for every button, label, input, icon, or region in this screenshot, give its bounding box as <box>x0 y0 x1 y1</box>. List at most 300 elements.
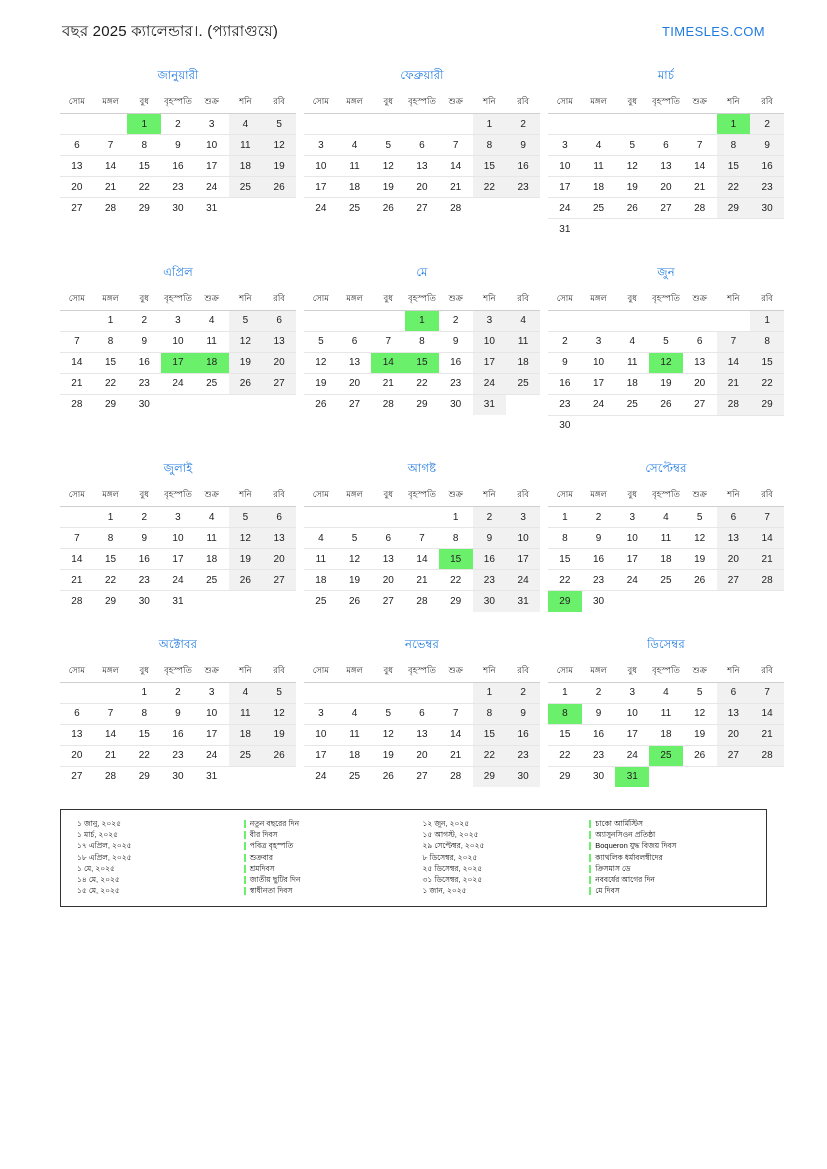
day-cell[interactable]: 29 <box>104 595 117 607</box>
day-cell[interactable]: 18 <box>660 553 672 565</box>
day-cell[interactable]: 20 <box>660 181 672 193</box>
weekend-day-cell[interactable]: 9 <box>506 703 540 724</box>
day-cell[interactable]: 11 <box>660 708 672 719</box>
weekend-day-cell[interactable]: 16 <box>506 724 540 745</box>
weekend-day-cell[interactable]: 13 <box>262 331 296 352</box>
day-cell[interactable]: 26 <box>694 750 706 761</box>
weekend-day-cell[interactable]: 27 <box>717 570 751 591</box>
weekend-day-cell[interactable]: 14 <box>750 703 784 724</box>
day-cell[interactable]: 11 <box>206 532 217 544</box>
weekend-day-cell[interactable]: 26 <box>262 745 296 766</box>
weekend-day-cell[interactable]: 8 <box>717 135 751 156</box>
day-cell[interactable]: 3 <box>629 687 636 698</box>
weekend-day-cell[interactable]: 9 <box>750 135 784 156</box>
day-cell[interactable]: 10 <box>315 160 327 172</box>
day-cell[interactable]: 21 <box>694 181 706 193</box>
day-cell[interactable]: 11 <box>593 160 604 172</box>
day-cell[interactable]: 3 <box>595 336 602 347</box>
day-cell[interactable]: 4 <box>351 139 358 151</box>
day-cell[interactable]: 12 <box>694 708 706 719</box>
weekend-day-cell[interactable]: 24 <box>473 373 507 394</box>
day-cell[interactable]: 27 <box>382 595 394 607</box>
day-cell[interactable]: 28 <box>71 399 83 411</box>
day-cell[interactable]: 7 <box>74 336 80 347</box>
day-cell[interactable]: 24 <box>592 399 605 410</box>
weekend-day-cell[interactable]: 29 <box>750 394 784 415</box>
weekend-day-cell[interactable]: 17 <box>506 549 540 570</box>
day-cell[interactable]: 25 <box>206 378 218 389</box>
day-cell[interactable]: 16 <box>592 553 605 565</box>
day-cell[interactable]: 21 <box>450 750 462 761</box>
day-cell[interactable]: 9 <box>141 532 148 544</box>
weekend-day-cell[interactable]: 11 <box>229 135 263 156</box>
day-cell[interactable]: 23 <box>172 750 184 761</box>
holiday-day-cell[interactable]: 29 <box>548 591 582 612</box>
weekend-day-cell[interactable]: 19 <box>262 724 296 745</box>
day-cell[interactable]: 6 <box>74 708 80 719</box>
day-cell[interactable]: 22 <box>104 574 117 586</box>
day-cell[interactable]: 14 <box>450 160 462 172</box>
weekend-day-cell[interactable]: 2 <box>473 507 507 528</box>
day-cell[interactable]: 15 <box>138 729 150 740</box>
weekend-day-cell[interactable]: 14 <box>717 352 751 373</box>
day-cell[interactable]: 3 <box>629 511 636 523</box>
brand-link[interactable]: TIMESLES.COM <box>661 24 765 39</box>
weekend-day-cell[interactable]: 1 <box>473 682 507 703</box>
day-cell[interactable]: 22 <box>450 574 462 586</box>
day-cell[interactable]: 3 <box>318 139 324 151</box>
weekend-day-cell[interactable]: 30 <box>473 591 507 612</box>
day-cell[interactable]: 4 <box>595 139 602 151</box>
weekend-day-cell[interactable]: 23 <box>750 177 784 198</box>
day-cell[interactable]: 10 <box>206 139 218 151</box>
day-cell[interactable]: 7 <box>107 708 114 719</box>
day-cell[interactable]: 7 <box>385 336 392 347</box>
day-cell[interactable]: 18 <box>626 378 638 389</box>
day-cell[interactable]: 30 <box>592 595 605 607</box>
day-cell[interactable]: 26 <box>694 574 706 586</box>
day-cell[interactable]: 25 <box>660 574 672 586</box>
day-cell[interactable]: 3 <box>175 315 181 326</box>
day-cell[interactable]: 9 <box>595 532 602 544</box>
weekend-day-cell[interactable]: 5 <box>262 682 296 703</box>
day-cell[interactable]: 26 <box>626 202 638 214</box>
day-cell[interactable]: 13 <box>694 357 706 368</box>
day-cell[interactable]: 3 <box>208 687 215 698</box>
day-cell[interactable]: 21 <box>382 378 394 389</box>
day-cell[interactable]: 30 <box>592 771 605 783</box>
day-cell[interactable]: 20 <box>71 750 83 761</box>
day-cell[interactable]: 27 <box>694 399 706 410</box>
weekend-day-cell[interactable]: 15 <box>717 156 751 177</box>
weekend-day-cell[interactable]: 22 <box>473 745 507 766</box>
day-cell[interactable]: 19 <box>660 378 672 389</box>
day-cell[interactable]: 20 <box>416 181 428 193</box>
weekend-day-cell[interactable]: 8 <box>750 331 784 352</box>
weekend-day-cell[interactable]: 2 <box>750 114 784 135</box>
day-cell[interactable]: 13 <box>660 160 672 172</box>
weekend-day-cell[interactable]: 16 <box>750 156 784 177</box>
day-cell[interactable]: 11 <box>349 729 360 740</box>
weekend-day-cell[interactable]: 23 <box>473 570 507 591</box>
day-cell[interactable]: 5 <box>318 336 324 347</box>
weekend-day-cell[interactable]: 15 <box>750 352 784 373</box>
holiday-day-cell[interactable]: 18 <box>195 352 229 373</box>
day-cell[interactable]: 23 <box>138 378 150 389</box>
day-cell[interactable]: 5 <box>385 139 392 151</box>
day-cell[interactable]: 7 <box>74 532 80 544</box>
day-cell[interactable]: 21 <box>416 574 428 586</box>
day-cell[interactable]: 3 <box>208 118 215 130</box>
weekend-day-cell[interactable]: 7 <box>750 507 784 528</box>
day-cell[interactable]: 9 <box>175 708 181 719</box>
day-cell[interactable]: 14 <box>71 357 83 368</box>
day-cell[interactable]: 12 <box>626 160 638 172</box>
holiday-day-cell[interactable]: 1 <box>717 114 751 135</box>
day-cell[interactable]: 28 <box>416 595 428 607</box>
weekend-day-cell[interactable]: 4 <box>229 682 263 703</box>
day-cell[interactable]: 8 <box>107 532 114 544</box>
holiday-day-cell[interactable]: 31 <box>615 766 649 787</box>
day-cell[interactable]: 6 <box>663 139 669 151</box>
weekend-day-cell[interactable]: 30 <box>750 198 784 219</box>
day-cell[interactable]: 28 <box>450 771 462 783</box>
day-cell[interactable]: 13 <box>382 553 394 565</box>
day-cell[interactable]: 3 <box>175 511 181 523</box>
weekend-day-cell[interactable]: 12 <box>262 703 296 724</box>
weekend-day-cell[interactable]: 21 <box>750 549 784 570</box>
weekend-day-cell[interactable]: 25 <box>229 745 263 766</box>
day-cell[interactable]: 17 <box>206 160 218 172</box>
day-cell[interactable]: 6 <box>351 336 358 347</box>
day-cell[interactable]: 16 <box>450 357 462 368</box>
day-cell[interactable]: 6 <box>419 139 425 151</box>
weekend-day-cell[interactable]: 12 <box>229 528 263 549</box>
day-cell[interactable]: 15 <box>559 729 571 740</box>
weekend-day-cell[interactable]: 3 <box>473 310 507 331</box>
day-cell[interactable]: 31 <box>172 595 184 607</box>
weekend-day-cell[interactable]: 17 <box>473 352 507 373</box>
weekend-day-cell[interactable]: 7 <box>750 682 784 703</box>
day-cell[interactable]: 19 <box>315 378 327 389</box>
weekend-day-cell[interactable]: 12 <box>229 331 263 352</box>
day-cell[interactable]: 25 <box>348 771 361 783</box>
weekend-day-cell[interactable]: 6 <box>717 507 751 528</box>
weekend-day-cell[interactable]: 29 <box>717 198 751 219</box>
day-cell[interactable]: 10 <box>626 708 638 719</box>
day-cell[interactable]: 31 <box>206 771 218 783</box>
day-cell[interactable]: 10 <box>172 532 184 544</box>
weekend-day-cell[interactable]: 5 <box>262 114 296 135</box>
day-cell[interactable]: 6 <box>385 532 392 544</box>
weekend-day-cell[interactable]: 4 <box>506 310 540 331</box>
day-cell[interactable]: 27 <box>660 202 672 214</box>
weekend-day-cell[interactable]: 20 <box>262 352 296 373</box>
day-cell[interactable]: 15 <box>104 357 117 368</box>
day-cell[interactable]: 18 <box>592 181 605 193</box>
day-cell[interactable]: 30 <box>172 771 184 783</box>
day-cell[interactable]: 2 <box>175 118 181 130</box>
day-cell[interactable]: 22 <box>559 574 571 586</box>
day-cell[interactable]: 2 <box>141 511 148 523</box>
day-cell[interactable]: 15 <box>559 553 571 565</box>
day-cell[interactable]: 23 <box>592 750 605 761</box>
day-cell[interactable]: 12 <box>315 357 327 368</box>
day-cell[interactable]: 6 <box>74 139 80 151</box>
day-cell[interactable]: 23 <box>450 378 462 389</box>
weekend-day-cell[interactable]: 24 <box>506 570 540 591</box>
day-cell[interactable]: 8 <box>562 532 568 544</box>
day-cell[interactable]: 2 <box>175 687 181 698</box>
day-cell[interactable]: 26 <box>315 399 327 411</box>
day-cell[interactable]: 17 <box>592 378 605 389</box>
day-cell[interactable]: 21 <box>71 574 83 586</box>
weekend-day-cell[interactable]: 8 <box>473 135 507 156</box>
day-cell[interactable]: 17 <box>626 553 638 565</box>
day-cell[interactable]: 30 <box>450 399 462 411</box>
weekend-day-cell[interactable]: 11 <box>506 331 540 352</box>
day-cell[interactable]: 30 <box>172 202 184 214</box>
weekend-day-cell[interactable]: 27 <box>717 745 751 766</box>
day-cell[interactable]: 19 <box>626 181 638 193</box>
day-cell[interactable]: 15 <box>104 553 117 565</box>
day-cell[interactable]: 8 <box>107 336 114 347</box>
day-cell[interactable]: 25 <box>348 202 361 214</box>
holiday-day-cell[interactable]: 12 <box>649 352 683 373</box>
day-cell[interactable]: 4 <box>663 687 669 698</box>
weekend-day-cell[interactable]: 14 <box>750 528 784 549</box>
day-cell[interactable]: 5 <box>351 532 358 544</box>
day-cell[interactable]: 24 <box>315 202 327 214</box>
day-cell[interactable]: 1 <box>562 687 568 698</box>
day-cell[interactable]: 24 <box>172 378 184 389</box>
day-cell[interactable]: 24 <box>206 750 218 761</box>
day-cell[interactable]: 2 <box>595 511 602 523</box>
day-cell[interactable]: 1 <box>107 315 114 326</box>
weekend-day-cell[interactable]: 5 <box>229 507 263 528</box>
day-cell[interactable]: 5 <box>663 336 669 347</box>
day-cell[interactable]: 27 <box>71 202 83 214</box>
weekend-day-cell[interactable]: 8 <box>473 703 507 724</box>
weekend-day-cell[interactable]: 27 <box>262 373 296 394</box>
holiday-day-cell[interactable]: 15 <box>405 352 439 373</box>
weekend-day-cell[interactable]: 13 <box>717 528 751 549</box>
day-cell[interactable]: 2 <box>595 687 602 698</box>
weekend-day-cell[interactable]: 10 <box>473 331 507 352</box>
day-cell[interactable]: 16 <box>559 378 571 389</box>
day-cell[interactable]: 1 <box>141 687 148 698</box>
day-cell[interactable]: 16 <box>592 729 605 740</box>
weekend-day-cell[interactable]: 22 <box>473 177 507 198</box>
weekend-day-cell[interactable]: 15 <box>473 156 507 177</box>
day-cell[interactable]: 24 <box>172 574 184 586</box>
day-cell[interactable]: 10 <box>626 532 638 544</box>
weekend-day-cell[interactable]: 31 <box>473 394 507 415</box>
day-cell[interactable]: 29 <box>416 399 428 411</box>
day-cell[interactable]: 11 <box>627 357 638 368</box>
day-cell[interactable]: 15 <box>138 160 150 172</box>
day-cell[interactable]: 24 <box>626 574 638 586</box>
day-cell[interactable]: 5 <box>696 511 703 523</box>
holiday-day-cell[interactable]: 8 <box>548 703 582 724</box>
day-cell[interactable]: 20 <box>348 378 361 389</box>
day-cell[interactable]: 1 <box>562 511 568 523</box>
day-cell[interactable]: 11 <box>349 160 360 172</box>
day-cell[interactable]: 4 <box>351 708 358 719</box>
day-cell[interactable]: 25 <box>626 399 638 410</box>
weekend-day-cell[interactable]: 21 <box>717 373 751 394</box>
day-cell[interactable]: 7 <box>452 708 459 719</box>
weekend-day-cell[interactable]: 29 <box>473 766 507 787</box>
day-cell[interactable]: 17 <box>172 553 184 565</box>
day-cell[interactable]: 17 <box>626 729 638 740</box>
weekend-day-cell[interactable]: 15 <box>473 724 507 745</box>
weekend-day-cell[interactable]: 13 <box>262 528 296 549</box>
weekend-day-cell[interactable]: 26 <box>229 570 263 591</box>
day-cell[interactable]: 27 <box>71 771 83 783</box>
day-cell[interactable]: 5 <box>629 139 636 151</box>
day-cell[interactable]: 21 <box>104 750 117 761</box>
day-cell[interactable]: 17 <box>206 729 218 740</box>
weekend-day-cell[interactable]: 18 <box>229 724 263 745</box>
weekend-day-cell[interactable]: 23 <box>506 745 540 766</box>
holiday-day-cell[interactable]: 1 <box>405 310 439 331</box>
day-cell[interactable]: 26 <box>382 202 394 214</box>
day-cell[interactable]: 13 <box>71 729 83 740</box>
day-cell[interactable]: 20 <box>694 378 706 389</box>
day-cell[interactable]: 22 <box>416 378 428 389</box>
weekend-day-cell[interactable]: 23 <box>506 177 540 198</box>
day-cell[interactable]: 28 <box>382 399 394 411</box>
weekend-day-cell[interactable]: 26 <box>262 177 296 198</box>
day-cell[interactable]: 9 <box>175 139 181 151</box>
day-cell[interactable]: 13 <box>416 160 428 172</box>
holiday-day-cell[interactable]: 17 <box>161 352 195 373</box>
day-cell[interactable]: 23 <box>172 181 184 193</box>
day-cell[interactable]: 23 <box>592 574 605 586</box>
day-cell[interactable]: 22 <box>104 378 117 389</box>
day-cell[interactable]: 12 <box>694 532 706 544</box>
day-cell[interactable]: 18 <box>206 553 218 565</box>
day-cell[interactable]: 1 <box>107 511 114 523</box>
weekend-day-cell[interactable]: 22 <box>750 373 784 394</box>
day-cell[interactable]: 20 <box>416 750 428 761</box>
day-cell[interactable]: 11 <box>206 336 217 347</box>
weekend-day-cell[interactable]: 25 <box>506 373 540 394</box>
weekend-day-cell[interactable]: 16 <box>473 549 507 570</box>
day-cell[interactable]: 11 <box>315 553 327 565</box>
weekend-day-cell[interactable]: 20 <box>717 549 751 570</box>
day-cell[interactable]: 24 <box>206 181 218 193</box>
day-cell[interactable]: 4 <box>629 336 636 347</box>
holiday-day-cell[interactable]: 1 <box>127 114 161 135</box>
day-cell[interactable]: 24 <box>626 750 638 761</box>
weekend-day-cell[interactable]: 7 <box>717 331 751 352</box>
day-cell[interactable]: 18 <box>348 750 361 761</box>
day-cell[interactable]: 7 <box>452 139 459 151</box>
weekend-day-cell[interactable]: 19 <box>262 156 296 177</box>
day-cell[interactable]: 5 <box>385 708 392 719</box>
day-cell[interactable]: 30 <box>559 420 571 432</box>
day-cell[interactable]: 23 <box>138 574 150 586</box>
day-cell[interactable]: 8 <box>419 336 425 347</box>
day-cell[interactable]: 7 <box>107 139 114 151</box>
day-cell[interactable]: 12 <box>348 553 361 565</box>
day-cell[interactable]: 16 <box>172 729 184 740</box>
day-cell[interactable]: 29 <box>559 771 571 783</box>
weekend-day-cell[interactable]: 30 <box>506 766 540 787</box>
day-cell[interactable]: 14 <box>104 729 117 740</box>
weekend-day-cell[interactable]: 6 <box>262 310 296 331</box>
day-cell[interactable]: 11 <box>660 532 672 544</box>
day-cell[interactable]: 27 <box>348 399 361 411</box>
weekend-day-cell[interactable]: 28 <box>717 394 751 415</box>
day-cell[interactable]: 21 <box>104 181 117 193</box>
day-cell[interactable]: 7 <box>696 139 703 151</box>
day-cell[interactable]: 27 <box>416 202 428 214</box>
day-cell[interactable]: 14 <box>71 553 83 565</box>
day-cell[interactable]: 30 <box>138 595 150 607</box>
weekend-day-cell[interactable]: 11 <box>229 703 263 724</box>
weekend-day-cell[interactable]: 18 <box>229 156 263 177</box>
day-cell[interactable]: 17 <box>559 181 571 193</box>
weekend-day-cell[interactable]: 20 <box>262 549 296 570</box>
day-cell[interactable]: 6 <box>419 708 425 719</box>
day-cell[interactable]: 31 <box>559 223 571 235</box>
day-cell[interactable]: 14 <box>450 729 462 740</box>
day-cell[interactable]: 26 <box>382 771 394 783</box>
day-cell[interactable]: 28 <box>104 771 117 783</box>
day-cell[interactable]: 19 <box>694 553 706 565</box>
day-cell[interactable]: 10 <box>206 708 218 719</box>
day-cell[interactable]: 31 <box>206 202 218 214</box>
weekend-day-cell[interactable]: 6 <box>262 507 296 528</box>
day-cell[interactable]: 20 <box>71 181 83 193</box>
day-cell[interactable]: 19 <box>348 574 361 586</box>
day-cell[interactable]: 9 <box>562 357 568 368</box>
day-cell[interactable]: 25 <box>315 595 327 607</box>
day-cell[interactable]: 4 <box>318 532 324 544</box>
weekend-day-cell[interactable]: 9 <box>473 528 507 549</box>
day-cell[interactable]: 30 <box>138 399 150 411</box>
day-cell[interactable]: 2 <box>452 315 459 326</box>
day-cell[interactable]: 9 <box>595 708 602 719</box>
holiday-day-cell[interactable]: 15 <box>439 549 473 570</box>
weekend-day-cell[interactable]: 12 <box>262 135 296 156</box>
day-cell[interactable]: 19 <box>694 729 706 740</box>
weekend-day-cell[interactable]: 9 <box>506 135 540 156</box>
day-cell[interactable]: 27 <box>416 771 428 783</box>
day-cell[interactable]: 29 <box>138 202 150 214</box>
weekend-day-cell[interactable]: 22 <box>717 177 751 198</box>
day-cell[interactable]: 26 <box>348 595 361 607</box>
day-cell[interactable]: 19 <box>382 750 394 761</box>
day-cell[interactable]: 18 <box>315 574 327 586</box>
day-cell[interactable]: 22 <box>138 750 150 761</box>
day-cell[interactable]: 24 <box>559 202 571 214</box>
day-cell[interactable]: 25 <box>206 574 218 586</box>
day-cell[interactable]: 17 <box>315 750 327 761</box>
day-cell[interactable]: 13 <box>71 160 83 172</box>
day-cell[interactable]: 28 <box>71 595 83 607</box>
weekend-day-cell[interactable]: 2 <box>506 114 540 135</box>
weekend-day-cell[interactable]: 31 <box>506 591 540 612</box>
weekend-day-cell[interactable]: 21 <box>750 724 784 745</box>
day-cell[interactable]: 8 <box>141 708 148 719</box>
day-cell[interactable]: 19 <box>382 181 394 193</box>
weekend-day-cell[interactable]: 16 <box>506 156 540 177</box>
day-cell[interactable]: 6 <box>696 336 703 347</box>
